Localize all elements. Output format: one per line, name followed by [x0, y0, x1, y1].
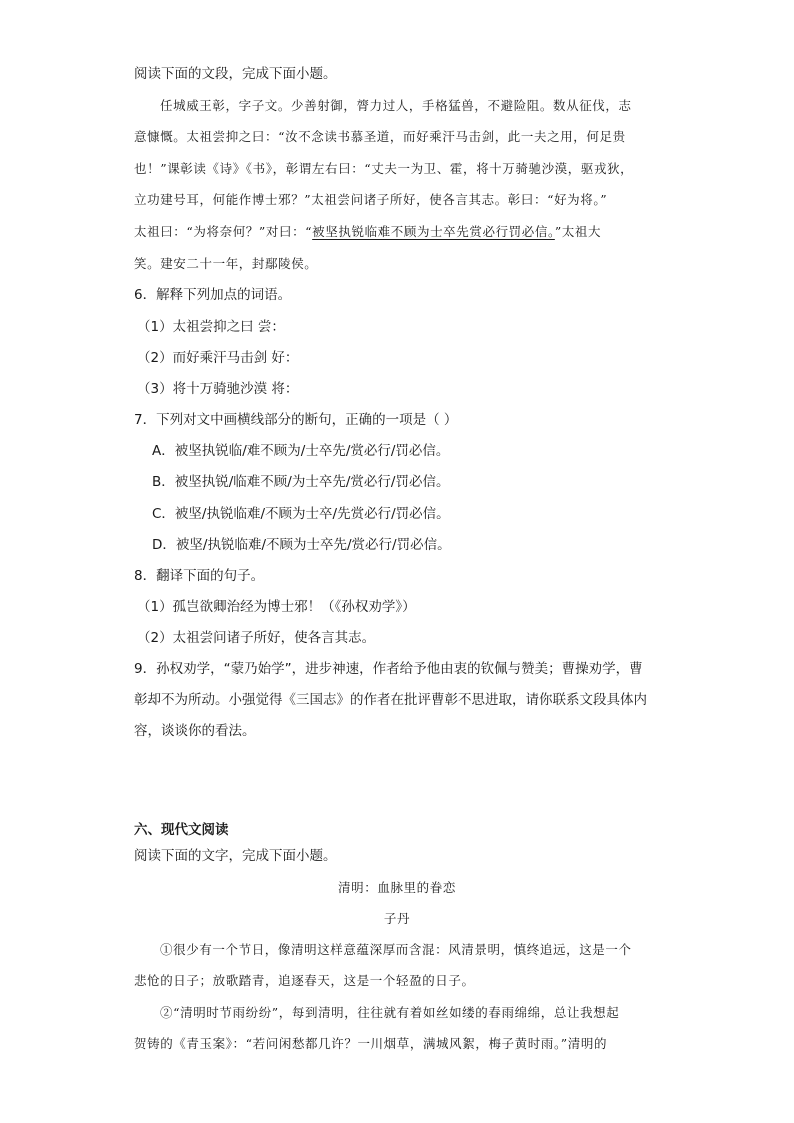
q7-option-c: C．被坚/执锐临难/不顾为士卒/先赏必行/罚必信。	[152, 506, 450, 522]
q6-item-3: （3）将十万骑驰沙漠 将：	[137, 381, 299, 397]
passage-line-6: 笑。建安二十一年，封鄢陵侯。	[134, 256, 318, 271]
article-title: 清明：血脉里的眷恋	[338, 880, 456, 895]
paragraph-2-line-2: 贺铸的《青玉案》：“若问闲愁都几许？一川烟草，满城风絮，梅子黄时雨。”清明的	[134, 1036, 608, 1051]
section-title: 六、现代文阅读	[134, 822, 229, 838]
paragraph-1-line-2: 悲怆的日子；放歌踏青，追逐春天，这是一个轻盈的日子。	[134, 973, 475, 988]
underlined-sentence: 被坚执锐临难不顾为士卒先赏必行罚必信。	[312, 224, 555, 239]
q6-item-2: （2）而好乘汗马击剑 好：	[137, 350, 299, 366]
q8-item-2: （2）太祖尝问诸子所好，使各言其志。	[137, 630, 376, 646]
q9-line-3: 容，谈谈你的看法。	[134, 723, 256, 739]
q8-stem: 8．翻译下面的句子。	[134, 568, 265, 584]
passage-line-5-after: ”太祖大	[554, 224, 602, 239]
modern-intro: 阅读下面的文字，完成下面小题。	[134, 848, 337, 864]
q8-item-1: （1）孤岂欲卿治经为博士邪！（《孙权劝学》）	[137, 599, 416, 615]
q7-stem: 7．下列对文中画横线部分的断句，正确的一项是（ ）	[134, 412, 458, 428]
q7-option-b: B．被坚执锐/临难不顾/为士卒先/赏必行/罚必信。	[152, 474, 450, 490]
classical-intro: 阅读下面的文段，完成下面小题。	[134, 66, 337, 82]
passage-line-2: 意慷慨。太祖尝抑之曰：“汝不念读书慕圣道，而好乘汗马击剑，此一夫之用，何足贵	[134, 129, 626, 144]
passage-line-1: 任城威王彰，字子文。少善射御，膂力过人，手格猛兽，不避险阻。数从征伐，志	[160, 98, 632, 113]
q6-item-1: （1）太祖尝抑之曰 尝：	[137, 319, 285, 335]
q9-line-1: 9．孙权劝学，“蒙乃始学”，进步神速，作者给予他由衷的钦佩与赞美；曹操劝学，曹	[134, 661, 643, 677]
paragraph-1-line-1: ①很少有一个节日，像清明这样意蕴深厚而含混：风清景明，慎终追远，这是一个	[160, 942, 632, 957]
article-author: 子丹	[383, 911, 411, 926]
passage-line-5	[134, 222, 601, 242]
passage-line-3: 也！”课彰读《诗》《书》，彰谓左右曰：“丈夫一为卫、霍，将十万骑驰沙漠，驱戎狄，	[134, 161, 634, 176]
paragraph-2-line-1: ②“清明时节雨纷纷”，每到清明，往往就有着如丝如缕的春雨绵绵，总让我想起	[160, 1005, 620, 1020]
q7-option-a: A．被坚执锐临/难不顾为/士卒先/赏必行/罚必信。	[152, 443, 450, 459]
q9-line-2: 彰却不为所动。小强觉得《三国志》的作者在批评曹彰不思进取，请你联系文段具体内	[134, 692, 647, 708]
q7-option-d: D．被坚/执锐临难/不顾为士卒先/赏必行/罚必信。	[152, 537, 451, 553]
passage-line-5-before: 太祖曰：“为将奈何？”对曰：“	[134, 224, 313, 239]
passage-line-4: 立功建号耳，何能作博士邪？”太祖尝问诸子所好，使各言其志。彰曰：“好为将。”	[134, 192, 608, 207]
q6-stem: 6．解释下列加点的词语。	[134, 287, 292, 303]
